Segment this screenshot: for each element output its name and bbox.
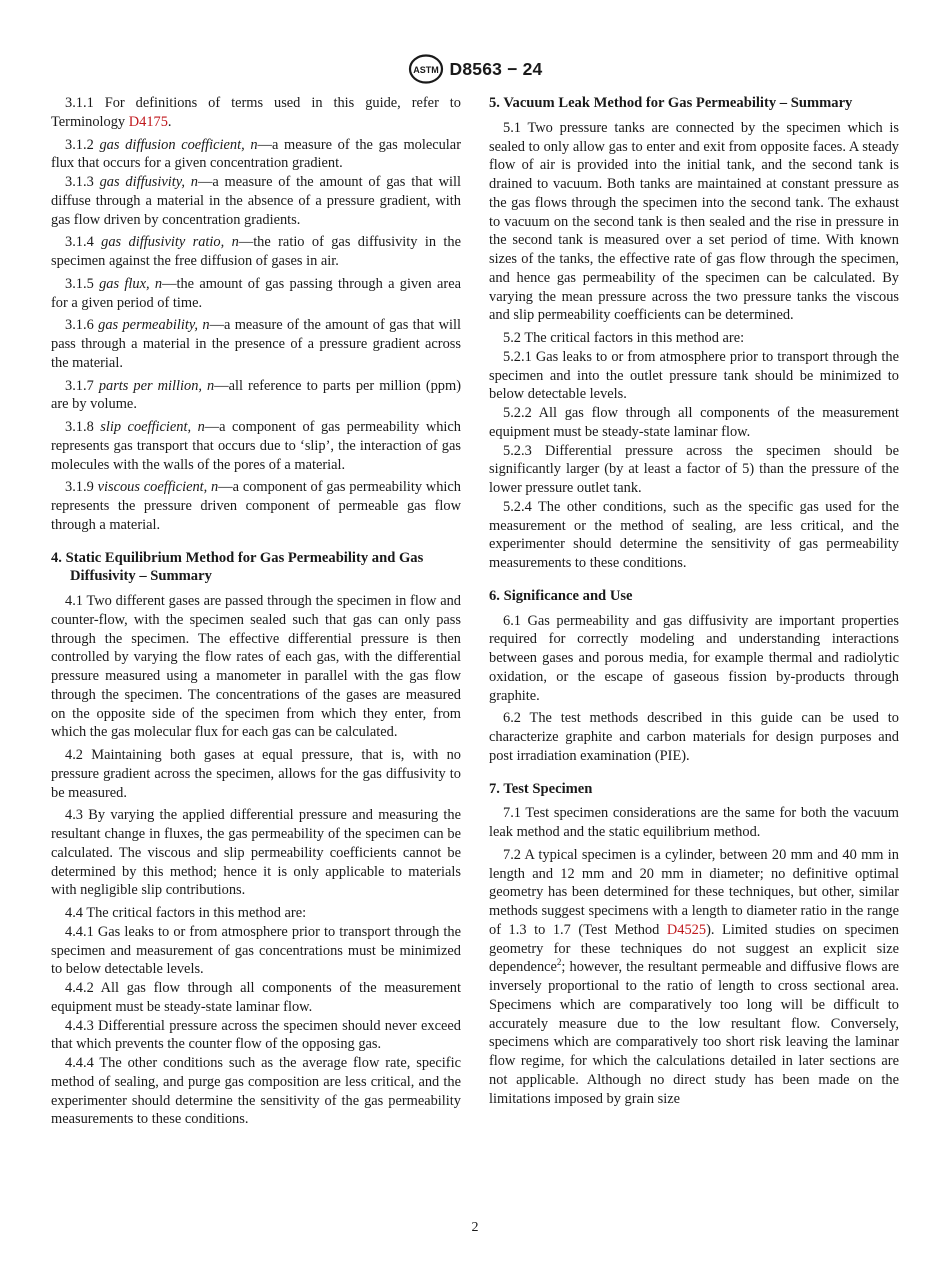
right-column [489, 94, 899, 1112]
paragraph-6-1: 6.1 Gas permeability and gas diffusivity are important properties required for correctly modeling and understanding interactions between gases and porous media, for example thermal and radiolytic oxidation, or the escape of gaseous fission by-products through graphite. [489, 612, 899, 704]
definition-3-1-7: 3.1.7 parts per million, n—all reference to parts per million (ppm) are by volume. [51, 377, 461, 413]
heading-section-5: 5. Vacuum Leak Method for Gas Permeability – Summary [489, 95, 853, 111]
paragraph-5-2: 5.2 The critical factors in this method are: [503, 330, 745, 346]
definition-3-1-5: 3.1.5 gas flux, n—the amount of gas passing through a given area for a given period of time. [51, 275, 462, 311]
heading-section-4: 4. Static Equilibrium Method for Gas Permeability and Gas Diffusivity – Summary [51, 549, 424, 585]
paragraph-4-4-2: 4.4.2 All gas flow through all components of the measurement equipment must be steady-state laminar flow. [51, 980, 461, 1015]
heading-section-6: 6. Significance and Use [489, 587, 633, 604]
paragraph-7-2: 7.2 A typical specimen is a cylinder, between 20 mm and 40 mm in length and 12 mm and 20 mm in diameter; no definitive optimal geometry has been determined for these techniques, but other, similar methods suggest specimens with a length to diameter ratio in the range of 1.3 to 1.7 (Test Method D4525). Limited studies on specimen geometry for these techniques do not suggest an explicit size dependence$^2$; however, the resultant permeable and diffusive flows are inversely proportional to the ratio of length to cross sectional area. Specimens which are comparatively too long will be difficult to accurately measure due to the low resultant flow. Conversely, specimens which are comparatively too short risk leaving the laminar flow regime, for which the calculations detailed in later sections are not applicable. Although no direct study has been made on the limitations imposed by grain size [489, 846, 899, 1107]
paragraph-4-3: 4.3 By varying the applied differential pressure and measuring the resultant change in fluxes, the gas permeability of the specimen can be calculated. The viscous and slip permeability coefficients cannot be determined by this method; hence it is only applicable to materials with negligible slip contributions. [51, 807, 461, 899]
definition-3-1-4: 3.1.4 gas diffusivity ratio, n—the ratio of gas diffusivity in the specimen against the free diffusion of gases in air. [51, 234, 461, 269]
astm-logo-icon [408, 54, 444, 84]
paragraph-7-1: 7.1 Test specimen considerations are the same for both the vacuum leak method and the static equilibrium method. [489, 805, 899, 840]
definition-3-1-6: 3.1.6 gas permeability, n—a measure of the amount of gas that will pass through a material in the presence of a pressure gradient across the material. [51, 317, 461, 371]
document-designation: D8563 − 24 [449, 58, 543, 79]
page-number: 2 [471, 1220, 479, 1235]
paragraph-4-4-1: 4.4.1 Gas leaks to or from atmosphere prior to transport through the specimen and measurement of gas concentrations must be minimized to below detectable levels. [51, 923, 461, 978]
definition-3-1-9: 3.1.9 viscous coefficient, n—a component of gas permeability which represents the pressure driven component of permeable gas flow through a material. [51, 479, 461, 533]
definition-3-1-2: 3.1.2 gas diffusion coefficient, n—a measure of the gas molecular flux that occurs for a given concentration gradient. [51, 136, 461, 172]
heading-section-7: 7. Test Specimen [489, 780, 593, 797]
paragraph-4-4-3: 4.4.3 Differential pressure across the specimen should never exceed that which prevents the counter flow of the opposing gas. [51, 1017, 461, 1053]
paragraph-5-2-3: 5.2.3 Differential pressure across the specimen should be significantly larger (by at least a factor of 5) than the pressure of the lower pressure outlet tank. [489, 442, 899, 496]
logo-text: ASTM [412, 65, 439, 75]
paragraph-4-4-4: 4.4.4 The other conditions such as the average flow rate, specific method of sealing, and purge gas composition are less critical, and the experimenter should determine the sensitivity of the gas permeability measurements to these conditions. [51, 1055, 461, 1128]
paragraph-4-2: 4.2 Maintaining both gases at equal pressure, that is, with no pressure gradient across the specimen, allows for the gas diffusivity to be measured. [51, 747, 461, 801]
ref-link-d4525[interactable]: D4525 [666, 921, 707, 938]
paragraph-4-1: 4.1 Two different gases are passed through the specimen in flow and counter-flow, with the specimen sealed such that gas can only pass through the specimen. The effective differential pressure is then controlled by varying the flow rates of each gas, with the differential pressure measured using a manometer in parallel with the gas flow through the specimen. The concentrations of the gases are measured on the opposite side of the specimen from which they enter, from which the gas molecular flux for each gas can be calculated. [51, 593, 461, 741]
page-header [0, 52, 950, 86]
definition-3-1-8: 3.1.8 slip coefficient, n—a component of gas permeability which represents gas transport that occurs due to ‘slip’, the interaction of gas molecules with the walls of the pores of a material. [51, 419, 461, 473]
paragraph-5-2-1: 5.2.1 Gas leaks to or from atmosphere prior to transport through the specimen and into the outlet pressure tank should be minimized to below detectable levels. [489, 348, 899, 403]
left-column [51, 94, 461, 1129]
paragraph-5-1: 5.1 Two pressure tanks are connected by the specimen which is sealed to only allow gas to enter and exit from opposite faces. A steady flow of air is provided into the initial tank, and the second tank is drained to vacuum. Both tanks are maintained at constant pressure as the gas flows through the specimen into the second tank. The exhaust to vacuum on the second tank is then sealed and the rise in pressure in the second tank is measured over a set period of time. With known sizes of the tanks, the effective rate of gas flow through the specimen, and hence gas permeability of the specimen can be calculated. By varying the mean pressure across the two pressure tanks the viscous and slip permeability coefficients can be determined. [489, 119, 899, 324]
paragraph-6-2: 6.2 The test methods described in this guide can be used to characterize graphite and carbon materials for design purposes and post irradiation examination (PIE). [489, 710, 899, 764]
section-3-1-1: 3.1.1 For definitions of terms used in this guide, refer to Terminology D4175. [51, 95, 461, 130]
paragraph-5-2-4: 5.2.4 The other conditions, such as the specific gas used for the measurement or the method of sealing, are less critical, and the experimenter should determine the sensitivity of gas permeability measurements to these conditions. [489, 498, 899, 571]
paragraph-4-4: 4.4 The critical factors in this method are: [65, 905, 307, 921]
footnote-marker: 2 [556, 957, 562, 968]
definition-3-1-3: 3.1.3 gas diffusivity, n—a measure of the amount of gas that will diffuse through a material in the absence of a pressure gradient, with gas flow driven by concentration gradients. [51, 174, 461, 228]
paragraph-5-2-2: 5.2.2 All gas flow through all components of the measurement equipment must be steady-state laminar flow. [489, 405, 899, 440]
ref-link-d4175[interactable]: D4175 [128, 113, 168, 130]
